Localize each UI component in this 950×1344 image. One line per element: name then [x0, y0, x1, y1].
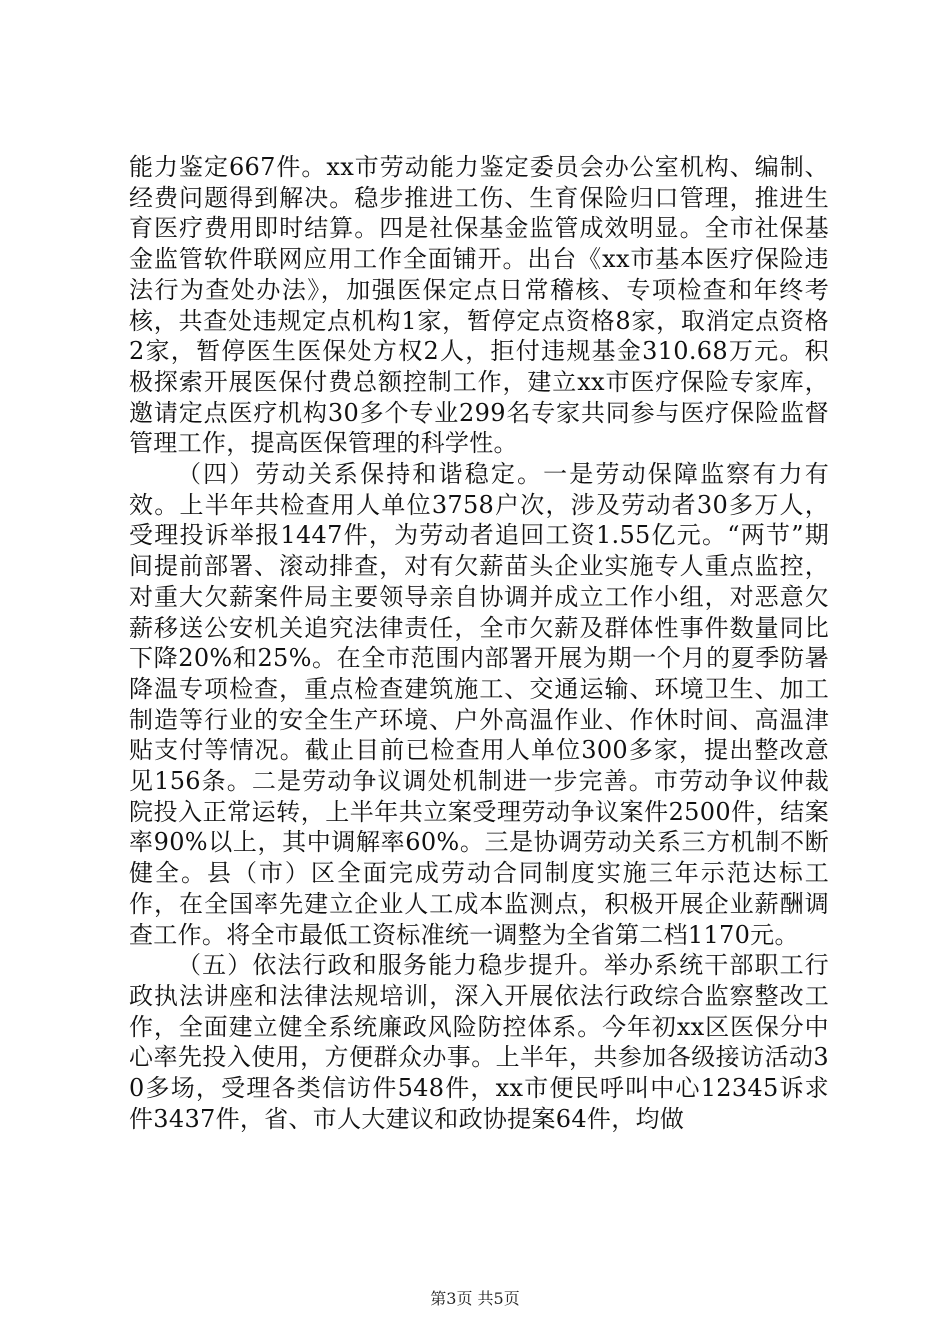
paragraph-section-5: （五）依法行政和服务能力稳步提升。举办系统干部职工行政执法讲座和法律法规培训，深入开展依法行政综合监察整改工作，全面建立健全系统廉政风险防控体系。今年初xx区医保分中心率先投入使用，方便群众办事。上半年，共参加各级接访活动30多场，受理各类信访件548件，xx市便民呼叫中心12345诉求件3437件，省、市人大建议和政协提案64件，均做 — [129, 951, 829, 1133]
document-body — [129, 152, 829, 1135]
page-number: 第3页 共5页 — [430, 1289, 520, 1308]
paragraph-section-4: （四）劳动关系保持和谐稳定。一是劳动保障监察有力有效。上半年共检查用人单位3758户次，涉及劳动者30多万人，受理投诉举报1447件，为劳动者追回工资1.55亿元。“两节”期间提前部署、滚动排查，对有欠薪苗头企业实施专人重点监控，对重大欠薪案件局主要领导亲自协调并成立工作小组，对恶意欠薪移送公安机关追究法律责任，全市欠薪及群体性事件数量同比下降20%和25%。在全市范围内部署开展为期一个月的夏季防暑降温专项检查，重点检查建筑施工、交通运输、环境卫生、加工制造等行业的安全生产环境、户外高温作业、作休时间、高温津贴支付等情况。截止目前已检查用人单位300多家，提出整改意见156条。二是劳动争议调处机制进一步完善。市劳动争议仲裁院投入正常运转，上半年共立案受理劳动争议案件2500件，结案率90%以上，其中调解率60%。三是协调劳动关系三方机制不断健全。县（市）区全面完成劳动合同制度实施三年示范达标工作，在全国率先建立企业人工成本监测点，积极开展企业薪酬调查工作。将全市最低工资标准统一调整为全省第二档1170元。 — [129, 460, 829, 949]
paragraph-continued: 能力鉴定667件。xx市劳动能力鉴定委员会办公室机构、编制、经费问题得到解决。稳步推进工伤、生育保险归口管理，推进生育医疗费用即时结算。四是社保基金监管成效明显。全市社保基金监管软件联网应用工作全面铺开。出台《xx市基本医疗保险违法行为查处办法》，加强医保定点日常稽核、专项检查和年终考核，共查处违规定点机构1家，暂停定点资格8家，取消定点资格2家，暂停医生医保处方权2人，拒付违规基金310.68万元。积极探索开展医保付费总额控制工作，建立xx市医疗保险专家库，邀请定点医疗机构30多个专业299名专家共同参与医疗保险监督管理工作，提高医保管理的科学性。 — [129, 153, 829, 458]
